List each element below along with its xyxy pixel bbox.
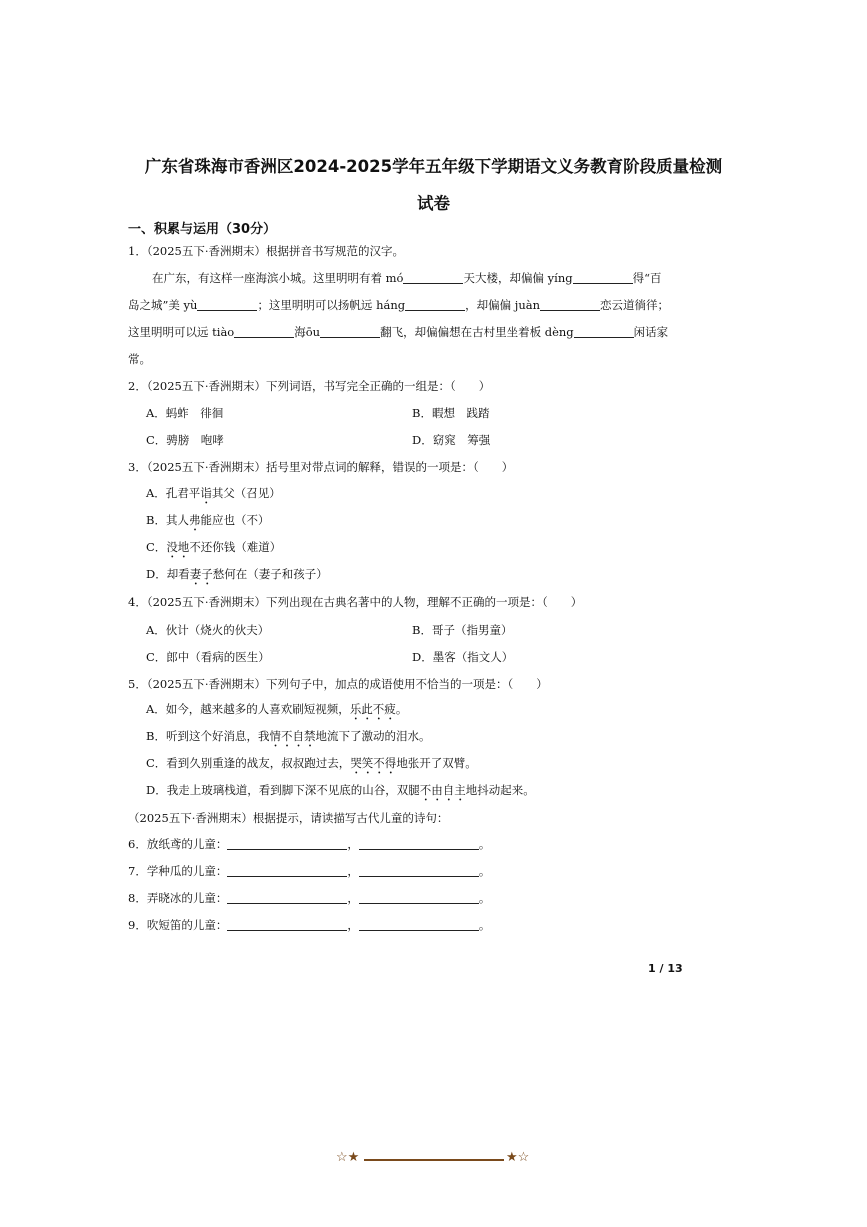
option-a[interactable]: A．孔君平诣其父（召见） [146,486,281,500]
star-icon: ★☆ [506,1150,530,1165]
poem-section-heading: （2025五下·香洲期末）根据提示，请读描写古代儿童的诗句： [128,811,449,825]
question-1-passage-line: 岛之城”美 yù ；这里明明可以扬帆远 háng ，却偏偏 juàn 恋云道徜徉； [128,298,670,312]
answer-blank[interactable] [405,298,465,311]
option-d[interactable]: D．窈窕 筹强 [412,433,491,447]
answer-blank[interactable] [227,918,347,931]
answer-blank[interactable] [227,864,347,877]
option-a[interactable]: A．蚂蚱 徘徊 [146,406,224,420]
option-d[interactable]: D．却看妻子愁何在（妻子和孩子） [146,567,328,581]
question-8: 8．弄晓冰的儿童： ， 。 [128,891,491,905]
star-icon: ☆★ [336,1150,360,1165]
option-d[interactable]: D．我走上玻璃栈道，看到脚下深不见底的山谷，双腿不由自主地抖动起来。 [146,783,535,797]
page-number: 1 / 13 [648,962,683,975]
option-c[interactable]: C．郎中（看病的医生） [146,650,270,664]
footer-divider [364,1159,504,1161]
option-d[interactable]: D．墨客（指文人） [412,650,514,664]
dotted-word: 妻子 [189,567,213,581]
option-c[interactable]: C．骋膀 咆哮 [146,433,224,447]
answer-blank[interactable] [359,891,479,904]
answer-blank[interactable] [403,271,463,284]
question-3-heading: 3．（2025五下·香洲期末）括号里对带点词的解释，错误的一项是：（ ） [128,460,514,474]
dotted-idiom: 不由自主 [419,783,466,797]
option-a[interactable]: A．如今，越来越多的人喜欢刷短视频，乐此不疲。 [146,702,408,716]
dotted-idiom: 乐此不疲 [349,702,396,716]
question-2-heading: 2．（2025五下·香洲期末）下列词语，书写完全正确的一组是：（ ） [128,379,491,393]
question-6: 6．放纸鸢的儿童： ， 。 [128,837,491,851]
exam-title: 广东省珠海市香洲区2024-2025学年五年级下学期语文义务教育阶段质量检测 [144,157,723,176]
answer-blank[interactable] [197,298,257,311]
answer-blank[interactable] [320,325,380,338]
option-b[interactable]: B．暇想 践踏 [412,406,490,420]
question-1-passage-line: 常。 [128,352,151,366]
dotted-word: 没地 [166,540,190,554]
exam-title-line2: 试卷 [417,194,450,213]
question-7: 7．学种瓜的儿童： ， 。 [128,864,491,878]
question-5-heading: 5．（2025五下·香洲期末）下列句子中，加点的成语使用不恰当的一项是：（ ） [128,677,548,691]
answer-blank[interactable] [540,298,600,311]
option-a[interactable]: A．伙计（烧火的伙夫） [146,623,270,637]
section-heading: 一、积累与运用（30分） [128,222,277,237]
option-b[interactable]: B．听到这个好消息，我情不自禁地流下了激动的泪水。 [146,729,431,743]
question-9: 9．吹短笛的儿童： ， 。 [128,918,491,932]
question-1-heading: 1．（2025五下·香洲期末）根据拼音书写规范的汉字。 [128,244,404,258]
answer-blank[interactable] [359,837,479,850]
dotted-word: 弗 [188,513,201,527]
option-b[interactable]: B．其人弗能应也（不） [146,513,270,527]
option-c[interactable]: C．没地不还你钱（难道） [146,540,282,554]
answer-blank[interactable] [573,271,633,284]
question-1-passage-line: 在广东，有这样一座海滨小城。这里明明有着 mó 天大楼，却偏偏 yíng 得“百 [152,271,662,285]
option-b[interactable]: B．哥子（指男童） [412,623,513,637]
answer-blank[interactable] [227,891,347,904]
option-c[interactable]: C．看到久别重逢的战友，叔叔跑过去，哭笑不得地张开了双臂。 [146,756,477,770]
answer-blank[interactable] [359,918,479,931]
answer-blank[interactable] [359,864,479,877]
answer-blank[interactable] [227,837,347,850]
answer-blank[interactable] [574,325,634,338]
footer-ornament [336,1150,536,1170]
dotted-idiom: 情不自禁 [269,729,316,743]
question-1-passage-line: 这里明明可以远 tiào 海ōu 翻飞，却偏偏想在古村里坐着板 dèng 闲话家 [128,325,669,339]
dotted-word: 诣 [200,486,212,500]
question-4-heading: 4．（2025五下·香洲期末）下列出现在古典名著中的人物，理解不正确的一项是：（ ） [128,595,583,609]
answer-blank[interactable] [234,325,294,338]
dotted-idiom: 哭笑不得 [350,756,397,770]
